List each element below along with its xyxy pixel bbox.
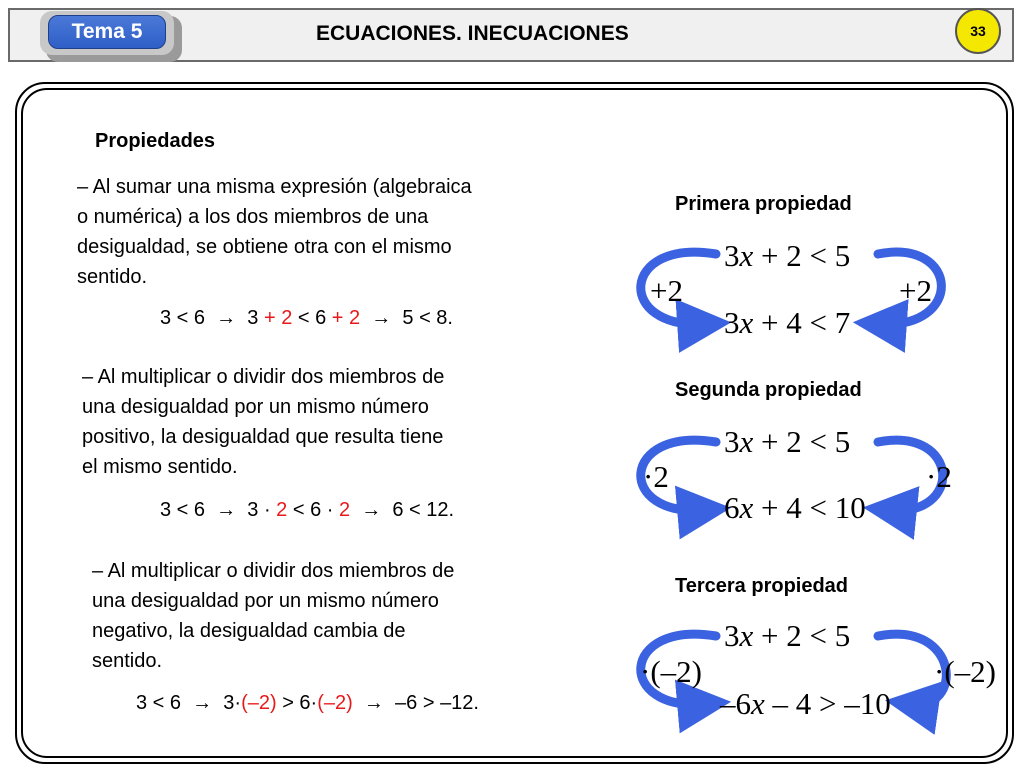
page-title: ECUACIONES. INECUACIONES bbox=[316, 22, 629, 45]
property-1-top-equation: 3x + 2 < 5 bbox=[724, 238, 851, 273]
text-line: desigualdad, se obtiene otra con el mismo bbox=[77, 236, 452, 258]
example-operand: + 2 bbox=[331, 307, 361, 329]
property-1-title: Primera propiedad bbox=[675, 193, 852, 215]
text-line: o numérica) a los dos miembros de una bbox=[77, 206, 429, 228]
example-operand: + 2 bbox=[263, 307, 293, 329]
example-operand: 2 bbox=[339, 499, 351, 521]
text-line: una desigualdad por un mismo número bbox=[82, 396, 429, 418]
property-1-left-operation: +2 bbox=[650, 273, 683, 308]
text-line: – Al sumar una misma expresión (algebraica bbox=[77, 176, 472, 198]
example-operand: 2 bbox=[276, 499, 288, 521]
page-number-badge: 33 bbox=[955, 8, 1001, 54]
property-2-example bbox=[160, 499, 454, 522]
property-3-right-operation: ·(–2) bbox=[934, 654, 996, 689]
example-part: < 6 · bbox=[287, 499, 339, 521]
property-2-left-operation: ·2 bbox=[643, 459, 669, 494]
text-line: negativo, la desigualdad cambia de bbox=[92, 620, 406, 642]
text-line: el mismo sentido. bbox=[82, 456, 238, 478]
example-operand: (–2) bbox=[241, 692, 277, 714]
section-title: Propiedades bbox=[95, 130, 216, 152]
property-2-text bbox=[82, 362, 444, 482]
property-3-left-operation: ·(–2) bbox=[640, 654, 702, 689]
property-1-text bbox=[77, 172, 472, 292]
text-line: una desigualdad por un mismo número bbox=[92, 590, 439, 612]
property-3-title: Tercera propiedad bbox=[675, 575, 849, 597]
example-part: → 6 < 12. bbox=[350, 499, 455, 521]
property-2-title: Segunda propiedad bbox=[675, 379, 862, 401]
text-line: sentido. bbox=[77, 266, 148, 288]
property-3-example bbox=[136, 692, 479, 715]
property-3-bottom-equation: –6x – 4 > –10 bbox=[720, 686, 891, 721]
tema-badge[interactable]: Tema 5 bbox=[48, 15, 166, 49]
property-3-text bbox=[92, 556, 454, 676]
example-operand: (–2) bbox=[317, 692, 353, 714]
property-1-example bbox=[160, 307, 453, 330]
text-line: sentido. bbox=[92, 650, 163, 672]
example-part: 3 < 6 → 3 · bbox=[160, 499, 277, 521]
example-part: > 6· bbox=[276, 692, 318, 714]
example-part: < 6 bbox=[292, 307, 332, 329]
example-part: → –6 > –12. bbox=[352, 692, 479, 714]
example-part: → 5 < 8. bbox=[360, 307, 453, 329]
text-line: – Al multiplicar o dividir dos miembros de bbox=[82, 366, 445, 388]
example-part: 3 < 6 → 3· bbox=[136, 692, 242, 714]
text-line: positivo, la desigualdad que resulta tiene bbox=[82, 426, 444, 448]
property-3-top-equation: 3x + 2 < 5 bbox=[724, 618, 851, 653]
property-2-bottom-equation: 6x + 4 < 10 bbox=[724, 490, 866, 525]
property-2-top-equation: 3x + 2 < 5 bbox=[724, 424, 851, 459]
example-part: 3 < 6 → 3 bbox=[160, 307, 264, 329]
property-1-bottom-equation: 3x + 4 < 7 bbox=[724, 305, 851, 340]
property-2-right-operation: ·2 bbox=[926, 459, 952, 494]
property-1-right-operation: +2 bbox=[899, 273, 932, 308]
text-line: – Al multiplicar o dividir dos miembros de bbox=[92, 560, 455, 582]
